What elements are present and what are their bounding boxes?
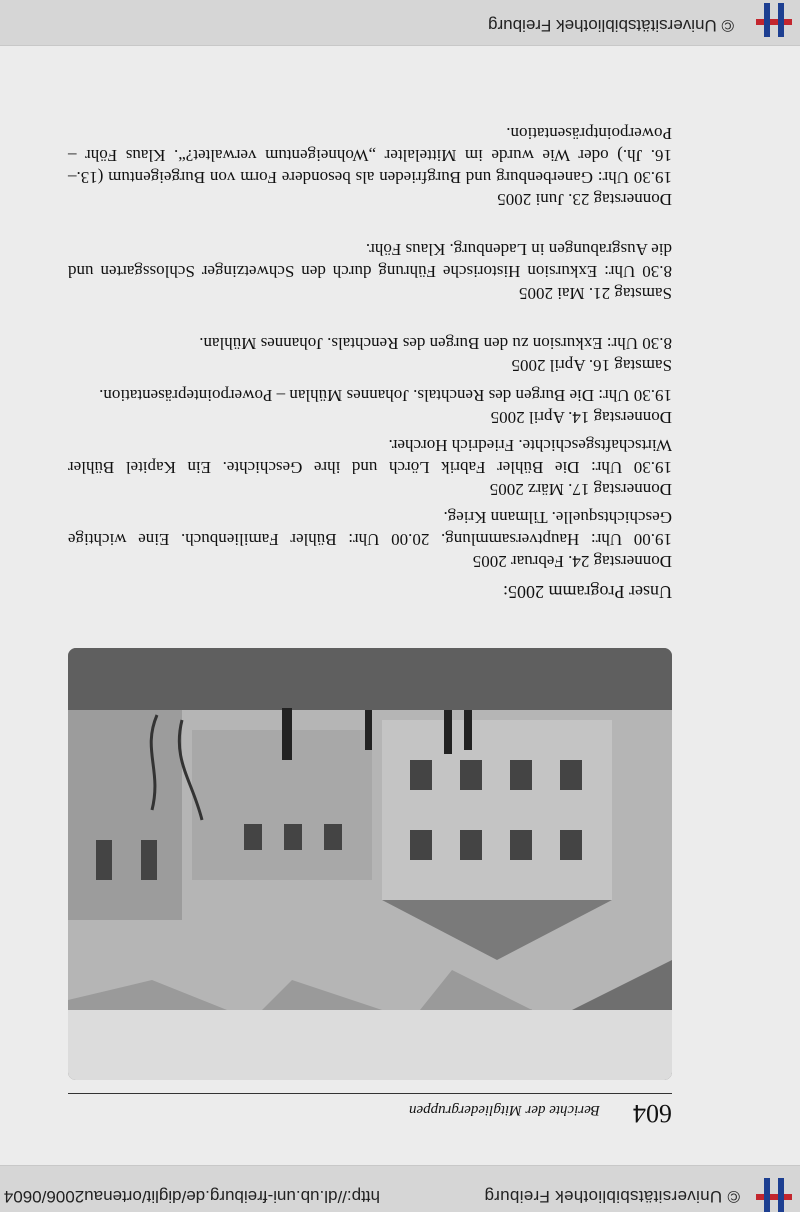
footer-bar	[0, 0, 800, 46]
permalink-url[interactable]: http://dl.ub.uni-freiburg.de/diglit/ortenau2006/0604	[3, 1187, 380, 1206]
historic-street-photo	[68, 648, 672, 1080]
header-rule	[68, 1093, 672, 1094]
header-bar	[0, 1165, 800, 1212]
program-entry	[68, 506, 672, 572]
program-entry	[68, 238, 672, 304]
program-entry	[68, 384, 672, 428]
program-heading: Unser Programm 2005:	[503, 582, 672, 602]
entry-date: Samstag 21. Mai 2005	[519, 284, 672, 303]
entry-date: Samstag 16. April 2005	[511, 356, 672, 375]
entry-date: Donnerstag 24. Februar 2005	[472, 552, 672, 571]
entry-text: 19.00 Uhr: Hauptversammlung. 20.00 Uhr: Bühler Familienbuch. Eine wichtige Geschichtsquelle. Tilmann Krieg.	[68, 508, 672, 549]
program-entry	[68, 434, 672, 500]
entry-date: Donnerstag 14. April 2005	[490, 408, 672, 427]
entry-text: 19.30 Uhr: Die Bühler Fabrik Lörch und ihre Geschichte. Ein Kapitel Bühler Wirtschaftsgeschichte. Friedrich Horcher.	[68, 436, 672, 477]
entry-text: 8.30 Uhr: Exkursion zu den Burgen des Renchtals. Johannes Mühlan.	[199, 334, 672, 353]
program-entry	[68, 122, 672, 210]
entry-date: Donnerstag 17. März 2005	[489, 480, 672, 499]
footer-copyright: © Universitätsbibliothek Freiburg	[488, 16, 734, 35]
copyright-notice: © Universitätsbibliothek Freiburg	[484, 1187, 740, 1206]
entry-date: Donnerstag 23. Juni 2005	[497, 190, 672, 209]
entry-text: 8.30 Uhr: Exkursion Historische Führung durch den Schwetzinger Schlossgarten und die Ausgrabungen in Ladenburg. Klaus Föhr.	[68, 240, 672, 281]
program-entry	[68, 332, 672, 376]
university-logo-icon	[748, 1166, 792, 1212]
entry-text: 19.30 Uhr: Die Burgen des Renchtals. Johannes Mühlan – Powerpointepräsentation.	[99, 386, 672, 405]
university-logo-icon	[748, 0, 792, 37]
running-head: Berichte der Mitgliedergruppen	[408, 1102, 600, 1118]
page-number: 604	[633, 1099, 672, 1128]
entry-text: 19.30 Uhr: Ganerbenburg und Burgfrieden als besondere Form von Burgeigentum (13.–16. Jh.) oder Wie wurde im Mittelalter „Wohneigentum verwaltet?“. Klaus Föhr – Powerpointpräsentation.	[68, 124, 672, 187]
